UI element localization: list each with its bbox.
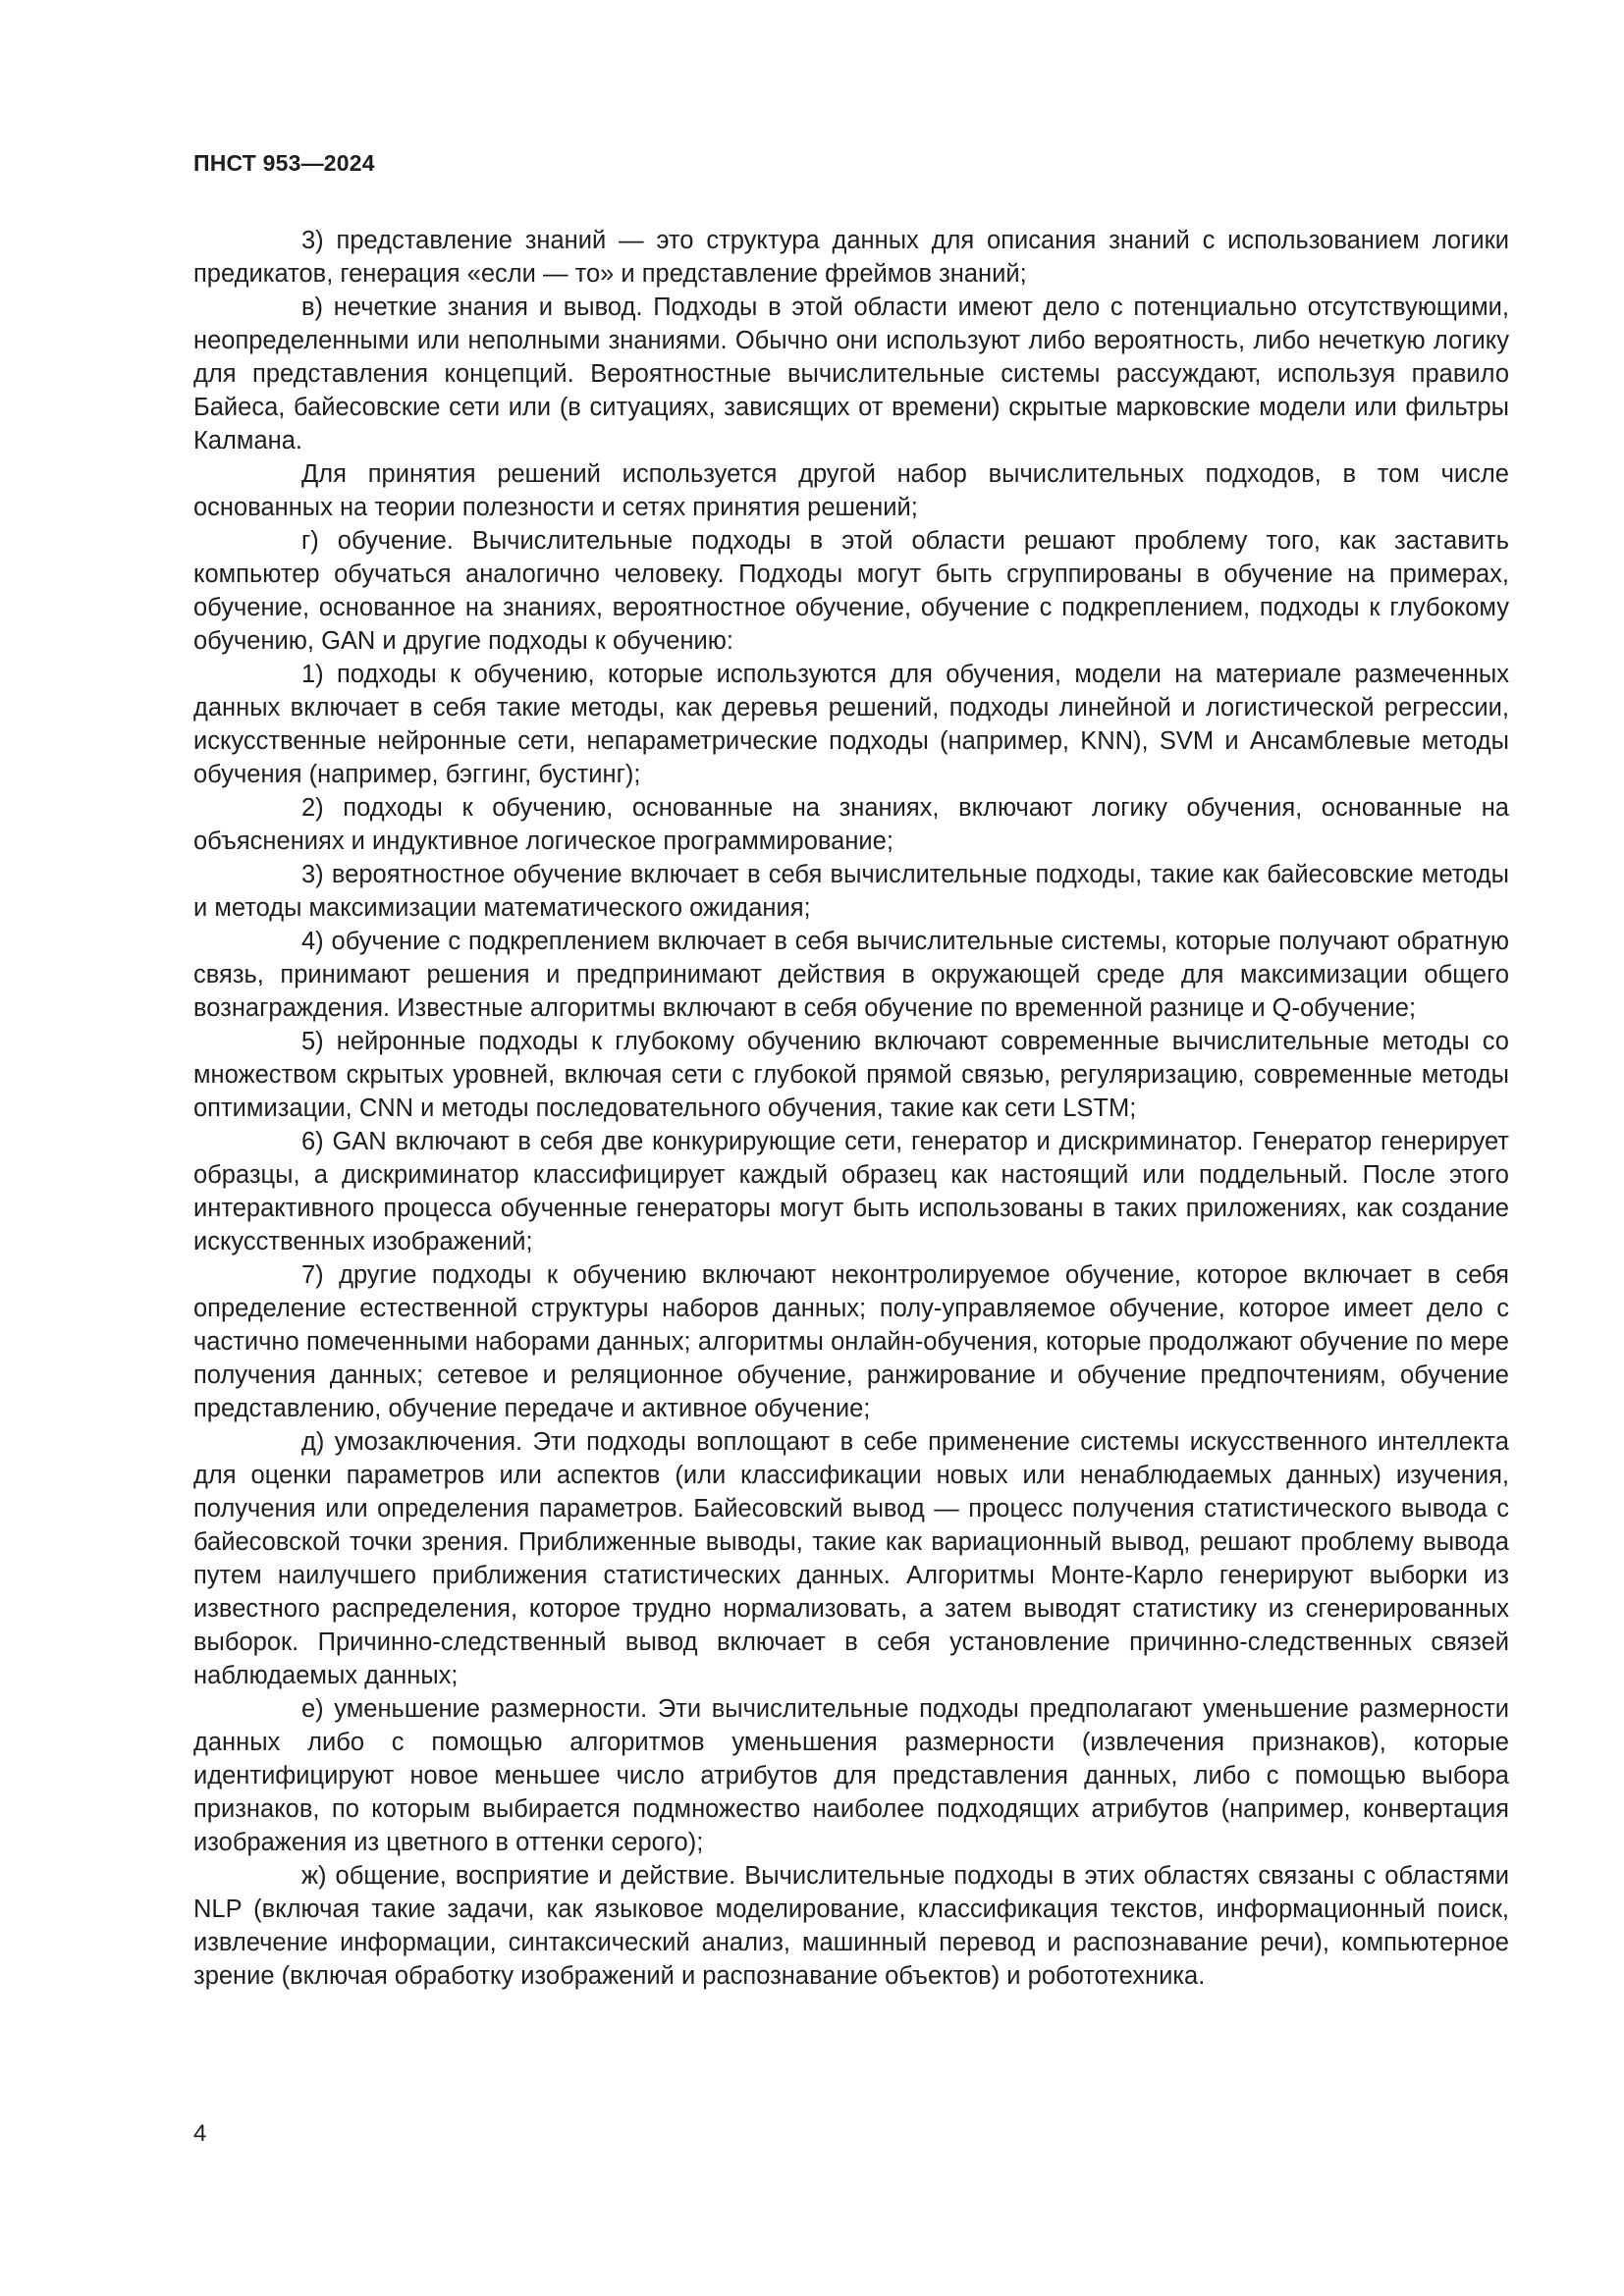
sub-item-gan: 6) GAN включают в себя две конкурирующие сети, генератор и дискриминатор. Генератор генерирует образцы, а дискриминатор классифицирует каждый образец как настоящий или поддельный. После этого интерактивного процесса обученные генераторы могут быть использованы в таких приложениях, как создание искусственных изображений; xyxy=(193,1128,1509,1255)
list-item-communication-perception-action: ж) общение, восприятие и действие. Вычислительные подходы в этих областях связаны с областями NLP (включая такие задачи, как языковое моделирование, классификация текстов, информационный поиск, извлечение информации, синтаксический анализ, машинный перевод и распознавание речи), компьютерное зрение (включая обработку изображений и распознавание объектов) и робототехника. xyxy=(193,1862,1509,1990)
list-item-fuzzy-knowledge: в) нечеткие знания и вывод. Подходы в этой области имеют дело с потенциально отсутствующими, неопределенными или неполными знаниями. Обычно они используют либо вероятность, либо нечеткую логику для представления концепций. Вероятностные вычислительные системы рассуждают, используя правило Байеса, байесовские сети или (в ситуациях, зависящих от времени) скрытые марковские модели или фильтры Калмана. xyxy=(193,294,1509,454)
list-item-inference: д) умозаключения. Эти подходы воплощают в себе применение системы искусственного интеллекта для оценки параметров или аспектов (или классификации новых или ненаблюдаемых данных) изучения, получения или определения параметров. Байесовский вывод — процесс получения статистического вывода с байесовской точки зрения. Приближенные выводы, такие как вариационный вывод, решают проблему вывода путем наилучшего приближения статистических данных. Алгоритмы Монте-Карло генерируют выборки из известного распределения, которое трудно нормализовать, а затем выводят статистику из сгенерированных выборок. Причинно-следственный вывод включает в себя установление причинно-следственных связей наблюдаемых данных; xyxy=(193,1428,1509,1689)
sub-item-supervised-learning: 1) подходы к обучению, которые используются для обучения, модели на материале размеченных данных включает в себя такие методы, как деревья решений, подходы линейной и логистической регрессии, искусственные нейронные сети, непараметрические подходы (например, KNN), SVM и Ансамблевые методы обучения (например, бэггинг, бустинг); xyxy=(193,661,1509,788)
sub-item-probabilistic-learning: 3) вероятностное обучение включает в себя вычислительные подходы, такие как байесовские методы и методы максимизации математического ожидания; xyxy=(193,861,1509,922)
list-item-learning: г) обучение. Вычислительные подходы в этой области решают проблему того, как заставить компьютер обучаться аналогично человеку. Подходы могут быть сгруппированы в обучение на примерах, обучение, основанное на знаниях, вероятностное обучение, обучение с подкреплением, подходы к глубокому обучению, GAN и другие подходы к обучению: xyxy=(193,527,1509,655)
paragraph-decision-making: Для принятия решений используется другой набор вычислительных подходов, в том числе основанных на теории полезности и сетях принятия решений; xyxy=(193,460,1509,521)
document-code-header: ПНСТ 953—2024 xyxy=(193,150,375,176)
document-body xyxy=(193,224,1509,1993)
sub-item-knowledge-based-learning: 2) подходы к обучению, основанные на знаниях, включают логику обучения, основанные на объяснениях и индуктивное логическое программирование; xyxy=(193,794,1509,855)
sub-item-deep-learning: 5) нейронные подходы к глубокому обучению включают современные вычислительные методы со множеством скрытых уровней, включая сети с глубокой прямой связью, регуляризацию, современные методы оптимизации, CNN и методы последовательного обучения, такие как сети LSTM; xyxy=(193,1028,1509,1122)
sub-item-other-learning: 7) другие подходы к обучению включают неконтролируемое обучение, которое включает в себя определение естественной структуры наборов данных; полу-управляемое обучение, которое имеет дело с частично помеченными наборами данных; алгоритмы онлайн-обучения, которые продолжают обучение по мере получения данных; сетевое и реляционное обучение, ранжирование и обучение предпочтениям, обучение представлению, обучение передаче и активное обучение; xyxy=(193,1261,1509,1422)
list-item-knowledge-representation: 3) представление знаний — это структура данных для описания знаний с использованием логики предикатов, генерация «если — то» и представление фреймов знаний; xyxy=(193,227,1509,288)
page-number: 4 xyxy=(193,2120,207,2147)
sub-item-reinforcement-learning: 4) обучение с подкреплением включает в себя вычислительные системы, которые получают обратную связь, принимают решения и предпринимают действия в окружающей среде для максимизации общего вознаграждения. Известные алгоритмы включают в себя обучение по временной разнице и Q-обучение; xyxy=(193,928,1509,1022)
list-item-dimensionality-reduction: е) уменьшение размерности. Эти вычислительные подходы предполагают уменьшение размерности данных либо с помощью алгоритмов уменьшения размерности (извлечения признаков), которые идентифицируют новое меньшее число атрибутов для представления данных, либо с помощью выбора признаков, по которым выбирается подмножество наиболее подходящих атрибутов (например, конвертация изображения из цветного в оттенки серого); xyxy=(193,1695,1509,1856)
